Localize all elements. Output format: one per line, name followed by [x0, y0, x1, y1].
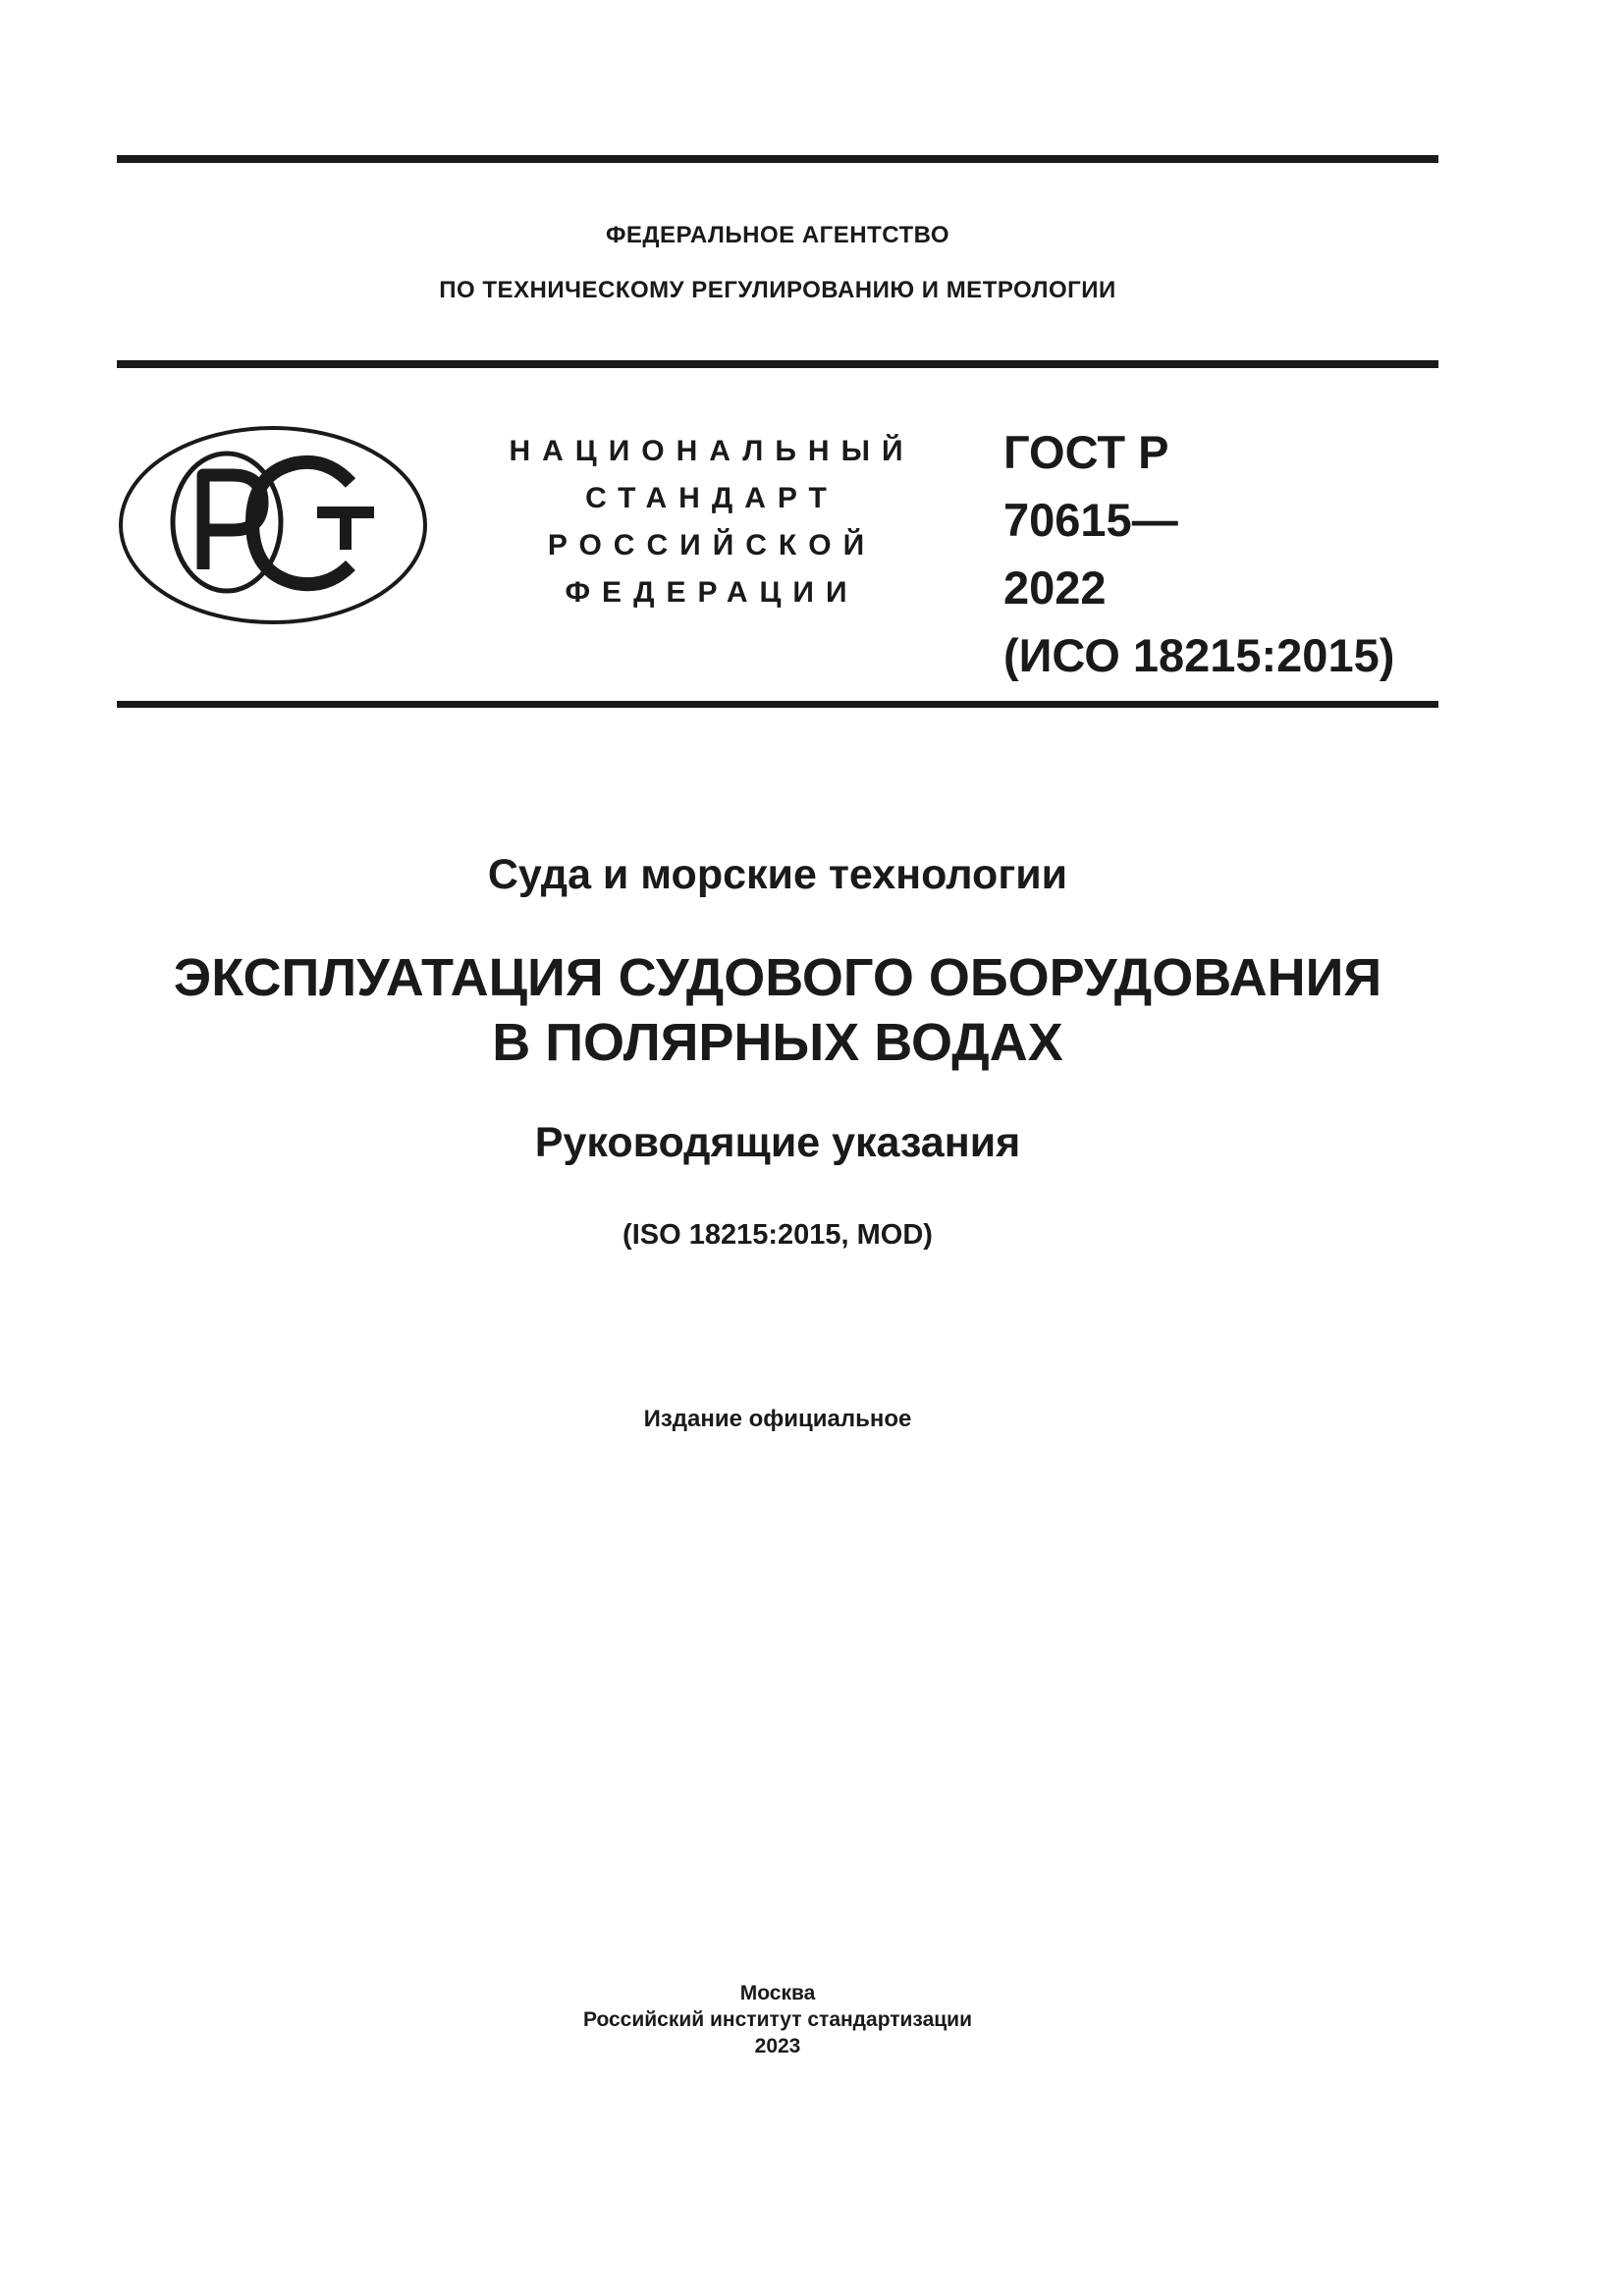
- iso-reference: (ISO 18215:2015, MOD): [623, 1219, 933, 1251]
- document-title: [59, 945, 1496, 1075]
- imprint: [117, 1980, 1438, 2059]
- middle-rule: [117, 360, 1438, 368]
- national-standard-line-4: ФЕДЕРАЦИИ: [565, 576, 859, 609]
- designation-line-2: 70615—: [1003, 494, 1178, 546]
- document-series: Суда и морские технологии: [487, 851, 1068, 898]
- imprint-publisher: Российский институт стандартизации: [582, 2008, 973, 2031]
- designation-line-1: ГОСТ Р: [1003, 426, 1169, 478]
- document-title-line-2: В ПОЛЯРНЫХ ВОДАХ: [492, 1013, 1063, 1072]
- national-standard-line-3: РОССИЙСКОЙ: [547, 529, 877, 561]
- standard-designation: [1003, 418, 1394, 689]
- national-standard-line-2: СТАНДАРТ: [585, 482, 839, 514]
- imprint-year: 2023: [754, 2035, 801, 2057]
- designation-line-4: (ИСО 18215:2015): [1003, 629, 1395, 681]
- agency-line-1: ФЕДЕРАЛЬНОЕ АГЕНТСТВО: [605, 222, 950, 248]
- imprint-city: Москва: [739, 1982, 816, 2004]
- national-standard-line-1: НАЦИОНАЛЬНЫЙ: [509, 435, 915, 467]
- document-subtitle: Руководящие указания: [534, 1119, 1021, 1166]
- agency-line-2: ПО ТЕХНИЧЕСКОМУ РЕГУЛИРОВАНИЮ И МЕТРОЛОГИИ: [439, 277, 1116, 303]
- document-title-line-1: ЭКСПЛУАТАЦИЯ СУДОВОГО ОБОРУДОВАНИЯ: [173, 948, 1382, 1007]
- bottom-rule: [117, 701, 1438, 708]
- top-rule: [117, 155, 1438, 163]
- designation-line-3: 2022: [1003, 561, 1107, 614]
- national-standard-label: [496, 428, 928, 616]
- rst-logo-icon: [117, 424, 429, 626]
- edition-label: Издание официальное: [643, 1406, 912, 1432]
